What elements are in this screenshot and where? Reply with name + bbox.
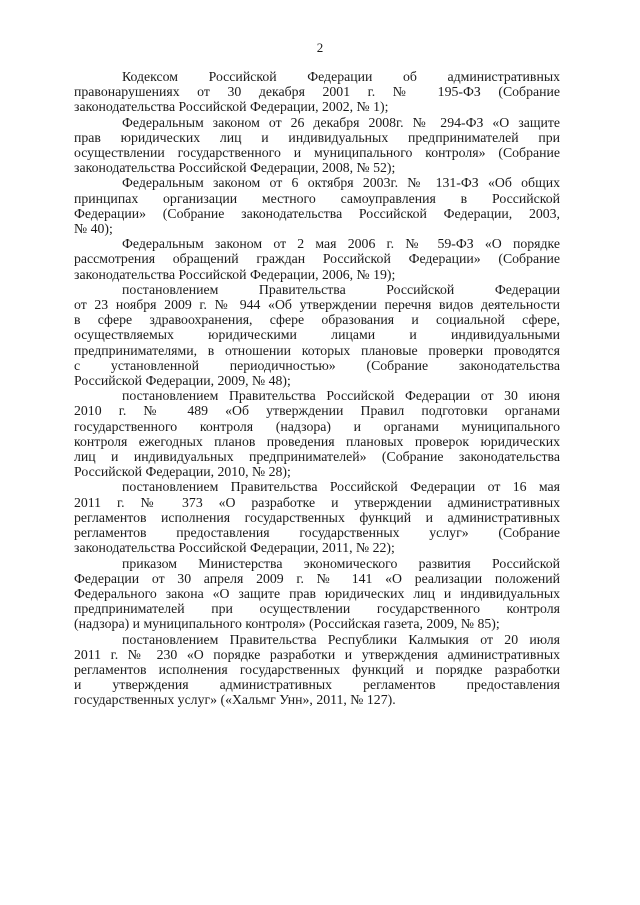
paragraph-line: № 40);	[74, 221, 113, 237]
paragraph-line: Кодексом Российской Федерации об административных	[122, 69, 560, 84]
page-number: 2	[316, 40, 324, 55]
paragraph-line: постановлением Правительства Российской Федерации от 16 мая	[122, 479, 560, 495]
paragraph-line: Российской Федерации, 2010, № 28);	[74, 464, 291, 480]
paragraph-line: приказом Министерства экономического развития Российской	[122, 555, 560, 571]
paragraph	[74, 479, 560, 555]
paragraph	[74, 175, 560, 236]
paragraph-line: принципах организации местного самоуправления в Российской	[74, 190, 560, 206]
paragraph-line: регламентов предоставления государственных услуг» (Собрание	[74, 525, 560, 541]
paragraph-line: правонарушениях от 30 декабря 2001 г. № 195-ФЗ (Собрание	[74, 84, 560, 100]
paragraph-line: (надзора) и муниципального контроля» (Российская газета, 2009, № 85);	[74, 616, 500, 632]
paragraph-line: рассмотрения обращений граждан Российской Федерации» (Собрание	[74, 251, 560, 267]
paragraph-line: осуществляемых юридическими лицами и индивидуальными	[74, 327, 560, 343]
paragraph-line: в сфере здравоохранения, сфере образования и социальной сфере,	[74, 312, 560, 328]
paragraph-line: Федеральным законом от 2 мая 2006 г. № 59-ФЗ «О порядке	[122, 236, 560, 252]
paragraph	[74, 388, 560, 479]
paragraph-line: осуществлении государственного и муниципального контроля» (Собрание	[74, 145, 560, 161]
paragraph	[74, 632, 560, 708]
paragraph-line: предпринимателей при осуществлении государственного контроля	[74, 601, 560, 617]
document-body	[74, 69, 560, 708]
paragraph-line: государственного контроля (надзора) и органами муниципального	[74, 418, 560, 434]
paragraph-line: регламентов исполнения государственных функций и административных	[74, 509, 560, 525]
paragraph-line: от 23 ноября 2009 г. № 944 «Об утверждении перечня видов деятельности	[74, 297, 560, 313]
paragraph-line: Российской Федерации, 2009, № 48);	[74, 373, 291, 389]
paragraph-line: регламентов исполнения государственных функций и порядке разработки	[74, 661, 560, 677]
paragraph-line: контроля ежегодных планов проведения плановых проверок юридических	[74, 433, 560, 449]
paragraph-line: законодательства Российской Федерации, 2006, № 19);	[74, 266, 396, 282]
paragraph-line: законодательства Российской Федерации, 2002, № 1);	[74, 99, 389, 115]
paragraph-line: 2010 г. № 489 «Об утверждении Правил подготовки органами	[74, 403, 560, 419]
paragraph-line: предпринимателями, в отношении которых плановые проверки проводятся	[74, 342, 560, 358]
paragraph-line: постановлением Правительства Российской Федерации от 30 июня	[122, 388, 560, 404]
paragraph-line: Федерального закона «О защите прав юридических лиц и индивидуальных	[74, 585, 560, 601]
paragraph	[74, 282, 560, 388]
paragraph	[74, 69, 560, 115]
paragraph-line: законодательства Российской Федерации, 2011, № 22);	[74, 540, 395, 556]
paragraph-line: государственных услуг» («Хальмг Унн», 2011, № 127).	[74, 692, 396, 708]
paragraph-line: законодательства Российской Федерации, 2008, № 52);	[74, 160, 396, 176]
paragraph-line: Федерации от 30 апреля 2009 г. № 141 «О реализации положений	[74, 570, 560, 586]
paragraph	[74, 236, 560, 282]
paragraph-line: 2011 г. № 373 «О разработке и утверждении административных	[74, 494, 560, 510]
paragraph-line: прав юридических лиц и индивидуальных предпринимателей при	[74, 129, 560, 145]
paragraph-line: постановлением Правительства Республики Калмыкия от 20 июля	[122, 631, 560, 647]
paragraph-line: Федеральным законом от 6 октября 2003г. № 131-ФЗ «Об общих	[122, 175, 560, 191]
paragraph-line: и утверждения административных регламентов предоставления	[74, 677, 560, 693]
paragraph-line: лиц и индивидуальных предпринимателей» (Собрание законодательства	[74, 449, 560, 465]
paragraph-line: постановлением Правительства Российской Федерации	[122, 281, 560, 297]
paragraph-line: Федеральным законом от 26 декабря 2008г. № 294-ФЗ «О защите	[122, 114, 560, 130]
paragraph-line: с установленной периодичностью» (Собрание законодательства	[74, 357, 560, 373]
paragraph	[74, 556, 560, 632]
paragraph	[74, 115, 560, 176]
paragraph-line: 2011 г. № 230 «О порядке разработки и утверждения административных	[74, 646, 560, 662]
paragraph-line: Федерации» (Собрание законодательства Российской Федерации, 2003,	[74, 205, 560, 221]
